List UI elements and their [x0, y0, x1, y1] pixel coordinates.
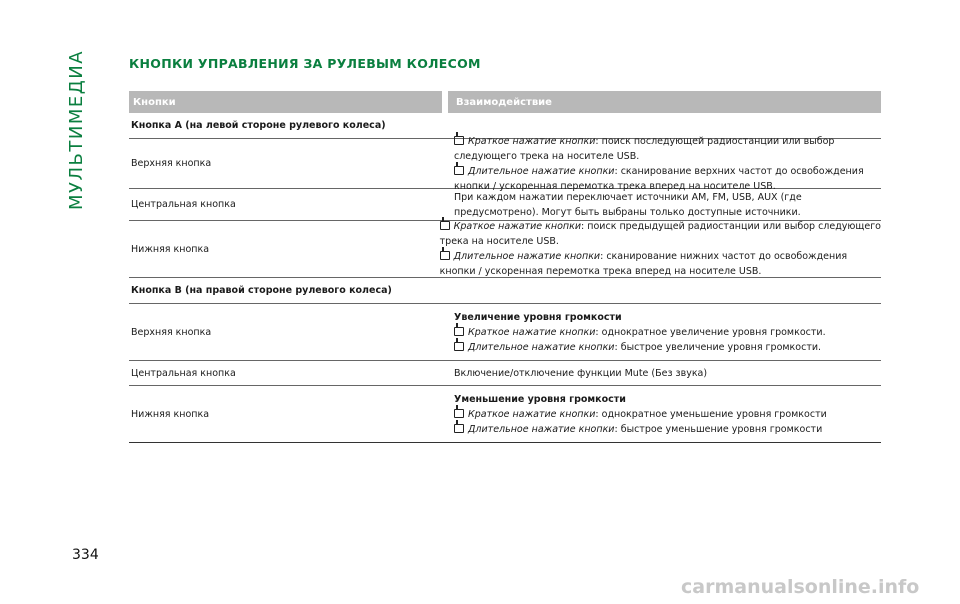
press-type: Длительное нажатие кнопки [453, 251, 601, 262]
description-line: трека на носителе USB. [439, 236, 559, 247]
action-heading: Уменьшение уровня громкости [454, 393, 626, 405]
description-text: : сканирование верхних частот до освобождения [614, 165, 864, 177]
button-name: Нижняя кнопка [131, 243, 210, 255]
description-text: : быстрое уменьшение уровня громкости [614, 423, 823, 435]
interaction-cell [440, 219, 881, 279]
table-row [129, 221, 881, 278]
press-type: Длительное нажатие кнопки [468, 165, 615, 177]
interaction-cell [454, 310, 881, 355]
button-name: Центральная кнопка [131, 367, 236, 379]
table-row [129, 386, 881, 443]
description-text: : сканирование нижних частот до освобождения [600, 251, 848, 262]
press-type: Длительное нажатие кнопки [468, 423, 615, 435]
description-line [454, 340, 881, 355]
button-name: Верхняя кнопка [131, 158, 212, 169]
hand-press-icon [454, 409, 464, 418]
table-header [129, 91, 881, 113]
button-name: Верхняя кнопка [131, 326, 212, 338]
description-line: предусмотрено). Могут быть выбраны только доступные источники. [454, 206, 801, 218]
description-line [454, 325, 881, 340]
description-line [440, 249, 881, 264]
page-number: 334 [72, 547, 99, 563]
description-text: : однократное уменьшение уровня громкости [595, 408, 827, 420]
hand-press-icon [440, 251, 450, 260]
press-type: Краткое нажатие кнопки [468, 326, 596, 338]
header-interaction: Взаимодействие [448, 91, 881, 113]
description-line: Включение/отключение функции Mute (Без звука) [454, 367, 708, 379]
description-line [440, 219, 881, 234]
hand-press-icon [440, 221, 450, 230]
description-text: : однократное увеличение уровня громкости. [595, 326, 826, 338]
watermark: carmanualsonline.info [681, 576, 920, 598]
interaction-cell [454, 134, 881, 194]
description-line: кнопки / ускоренная перемотка трека вперед на носителе USB. [439, 266, 762, 277]
press-type: Длительное нажатие кнопки [468, 341, 615, 353]
hand-press-icon [454, 166, 464, 175]
hand-press-icon [454, 342, 464, 351]
hand-press-icon [454, 327, 464, 336]
description-line [454, 164, 881, 179]
table-row [129, 304, 881, 361]
section-title: Кнопка В (на правой стороне рулевого колеса) [129, 278, 881, 304]
table-row [129, 189, 881, 221]
interaction-cell [454, 190, 881, 220]
description-line [454, 407, 881, 422]
description-line [454, 422, 881, 437]
button-name: Центральная кнопка [131, 199, 236, 210]
description-text: : быстрое увеличение уровня громкости. [614, 341, 822, 353]
table-row [129, 361, 881, 386]
side-tab: МУЛЬТИМЕДИА [66, 49, 87, 210]
hand-press-icon [454, 136, 464, 145]
header-buttons: Кнопки [129, 91, 442, 113]
section-title: Кнопка А (на левой стороне рулевого колеса) [129, 113, 881, 139]
description-line: следующего трека на носителе USB. [454, 150, 640, 162]
interaction-cell [454, 366, 881, 381]
table-row [129, 135, 881, 192]
press-type: Краткое нажатие кнопки [453, 221, 582, 232]
interaction-cell [454, 392, 881, 437]
description-line: кнопки / ускоренная перемотка трека вперед на носителе USB. [454, 180, 776, 192]
description-text: : поиск последующей радиостанции или выбор [595, 135, 835, 147]
action-heading: Увеличение уровня громкости [454, 311, 622, 323]
description-text: : поиск предыдущей радиостанции или выбор следующего [581, 221, 881, 232]
page-title: КНОПКИ УПРАВЛЕНИЯ ЗА РУЛЕВЫМ КОЛЕСОМ [129, 56, 481, 71]
controls-table [129, 91, 881, 443]
description-line [454, 134, 881, 149]
press-type: Краткое нажатие кнопки [468, 135, 596, 147]
hand-press-icon [454, 424, 464, 433]
description-line: При каждом нажатии переключает источники AM, FM, USB, AUX (где [454, 191, 802, 203]
button-name: Нижняя кнопка [131, 408, 210, 420]
press-type: Краткое нажатие кнопки [468, 408, 596, 420]
